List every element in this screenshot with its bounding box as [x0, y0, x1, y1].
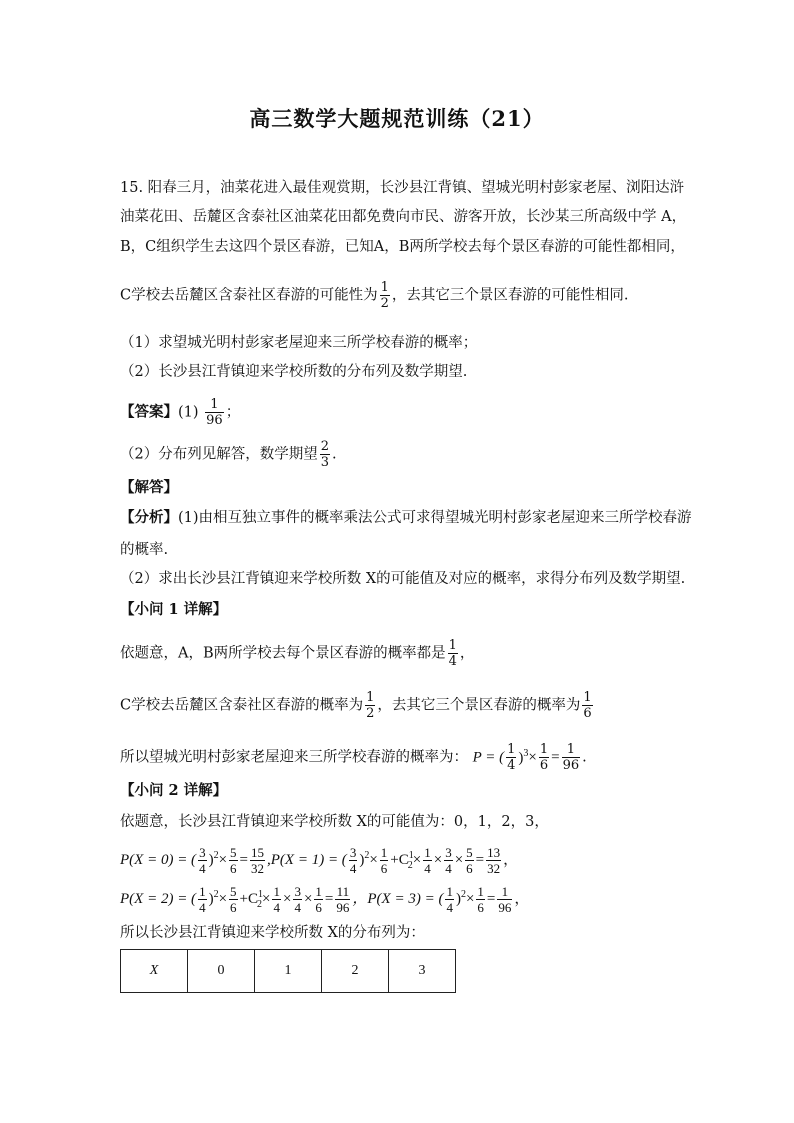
part1-line-2: C学校去岳麓区含泰社区春游的概率为 $\frac{1}{2}$ ，去其它三个景区春游的概率为 $\frac{1}{6}$: [120, 690, 592, 721]
fraction-one-quarter: $\frac{1}{4}$: [448, 638, 457, 669]
part2-line-1: 依题意，长沙县江背镇迎来学校所数 X的可能值为：0，1，2，3，: [120, 814, 549, 830]
analysis-line-1: 【分析】(1)由相互独立事件的概率乘法公式可求得望城光明村彭家老屋迎来三所学校春游: [120, 509, 692, 526]
table-cell-x: X: [121, 950, 188, 993]
table-cell: 0: [188, 950, 255, 993]
fraction-one-half: $\frac{1}{2}$: [380, 280, 389, 311]
fraction-one-96: $\frac{1}{96}$: [206, 397, 223, 428]
table-cell: 1: [255, 950, 322, 993]
problem-line-1: 15. 阳春三月，油菜花进入最佳观赏期，长沙县江背镇、望城光明村彭家老屋、浏阳达浒: [120, 180, 685, 196]
part2-formula-1: P(X = 0) = ( $\frac{3}{4}$ )$^2$× $\frac{5}{6}$ = $\frac{15}{32}$ ,P(X = 1) = ( $\frac{3}{4}$ )$^2$× $\frac{1}{6}$ $+C^1_2\times$ $\frac{1}{4}$ × $\frac{3}{4}$ × $\frac{5}{6}$ = $\frac{13}{32}$ ，: [120, 845, 519, 876]
table-cell: 2: [322, 950, 389, 993]
part2-dist-text: 所以长沙县江背镇迎来学校所数 X的分布列为：: [120, 925, 425, 941]
problem-line-3: B，C组织学生去这四个景区春游，已知A，B两所学校去每个景区春游的可能性都相同，: [120, 239, 685, 255]
question-1: （1）求望城光明村彭家老屋迎来三所学校春游的概率；: [120, 335, 478, 351]
part1-line-1: 依题意，A，B两所学校去每个景区春游的概率都是 $\frac{1}{4}$ ，: [120, 638, 475, 669]
part1-label: 【小问 1 详解】: [120, 601, 228, 618]
fraction-two-thirds: $\frac{2}{3}$: [320, 439, 330, 470]
question-2: （2）长沙县江背镇迎来学校所数的分布列及数学期望.: [120, 364, 468, 380]
part1-line-3: 所以望城光明村彭家老屋迎来三所学校春游的概率为： P = ( $\frac{1}{4}$ )$^3$× $\frac{1}{6}$ = $\frac{1}{96}$ .: [120, 742, 587, 773]
fraction-one-96: $\frac{1}{96}$: [562, 742, 580, 773]
problem-line-2: 油菜花田、岳麓区含泰社区油菜花田都免费向市民、游客开放，长沙某三所高级中学 A，: [120, 209, 687, 225]
fraction-one-sixth: $\frac{1}{6}$: [539, 742, 549, 773]
part2-label: 【小问 2 详解】: [120, 782, 228, 799]
part2-formula-2: P(X = 2) = ( $\frac{1}{4}$ )$^2$× $\frac{5}{6}$ $+C^1_2\times$ $\frac{1}{4}$ × $\frac{3}{4}$ × $\frac{1}{6}$ = $\frac{11}{96}$ ，P(X = 3) = ( $\frac{1}{4}$ )$^2$× $\frac{1}{6}$ = $\frac{1}{96}$ ，: [120, 884, 530, 915]
analysis-line-2: 的概率.: [120, 542, 169, 558]
answer-line-2: （2）分布列见解答，数学期望 $\frac{2}{3}$ .: [120, 439, 337, 470]
problem-line-4: C学校去岳麓区含泰社区春游的可能性为 $\frac{1}{2}$ ，去其它三个景区春游的可能性相同.: [120, 280, 629, 311]
fraction-one-half: $\frac{1}{2}$: [366, 690, 375, 721]
solution-label: 【解答】: [120, 479, 178, 496]
table-row: [121, 950, 456, 993]
analysis-line-3: （2）求出长沙县江背镇迎来学校所数 X的可能值及对应的概率，求得分布列及数学期望.: [120, 571, 686, 587]
page-title: 高三数学大题规范训练（21）: [249, 106, 545, 131]
distribution-table: [120, 949, 456, 993]
fraction-one-sixth: $\frac{1}{6}$: [583, 690, 592, 721]
fraction-one-quarter: $\frac{1}{4}$: [507, 742, 516, 773]
table-cell: 3: [389, 950, 456, 993]
answer-line-1: 【答案】(1) $\frac{1}{96}$ ；: [120, 397, 241, 428]
